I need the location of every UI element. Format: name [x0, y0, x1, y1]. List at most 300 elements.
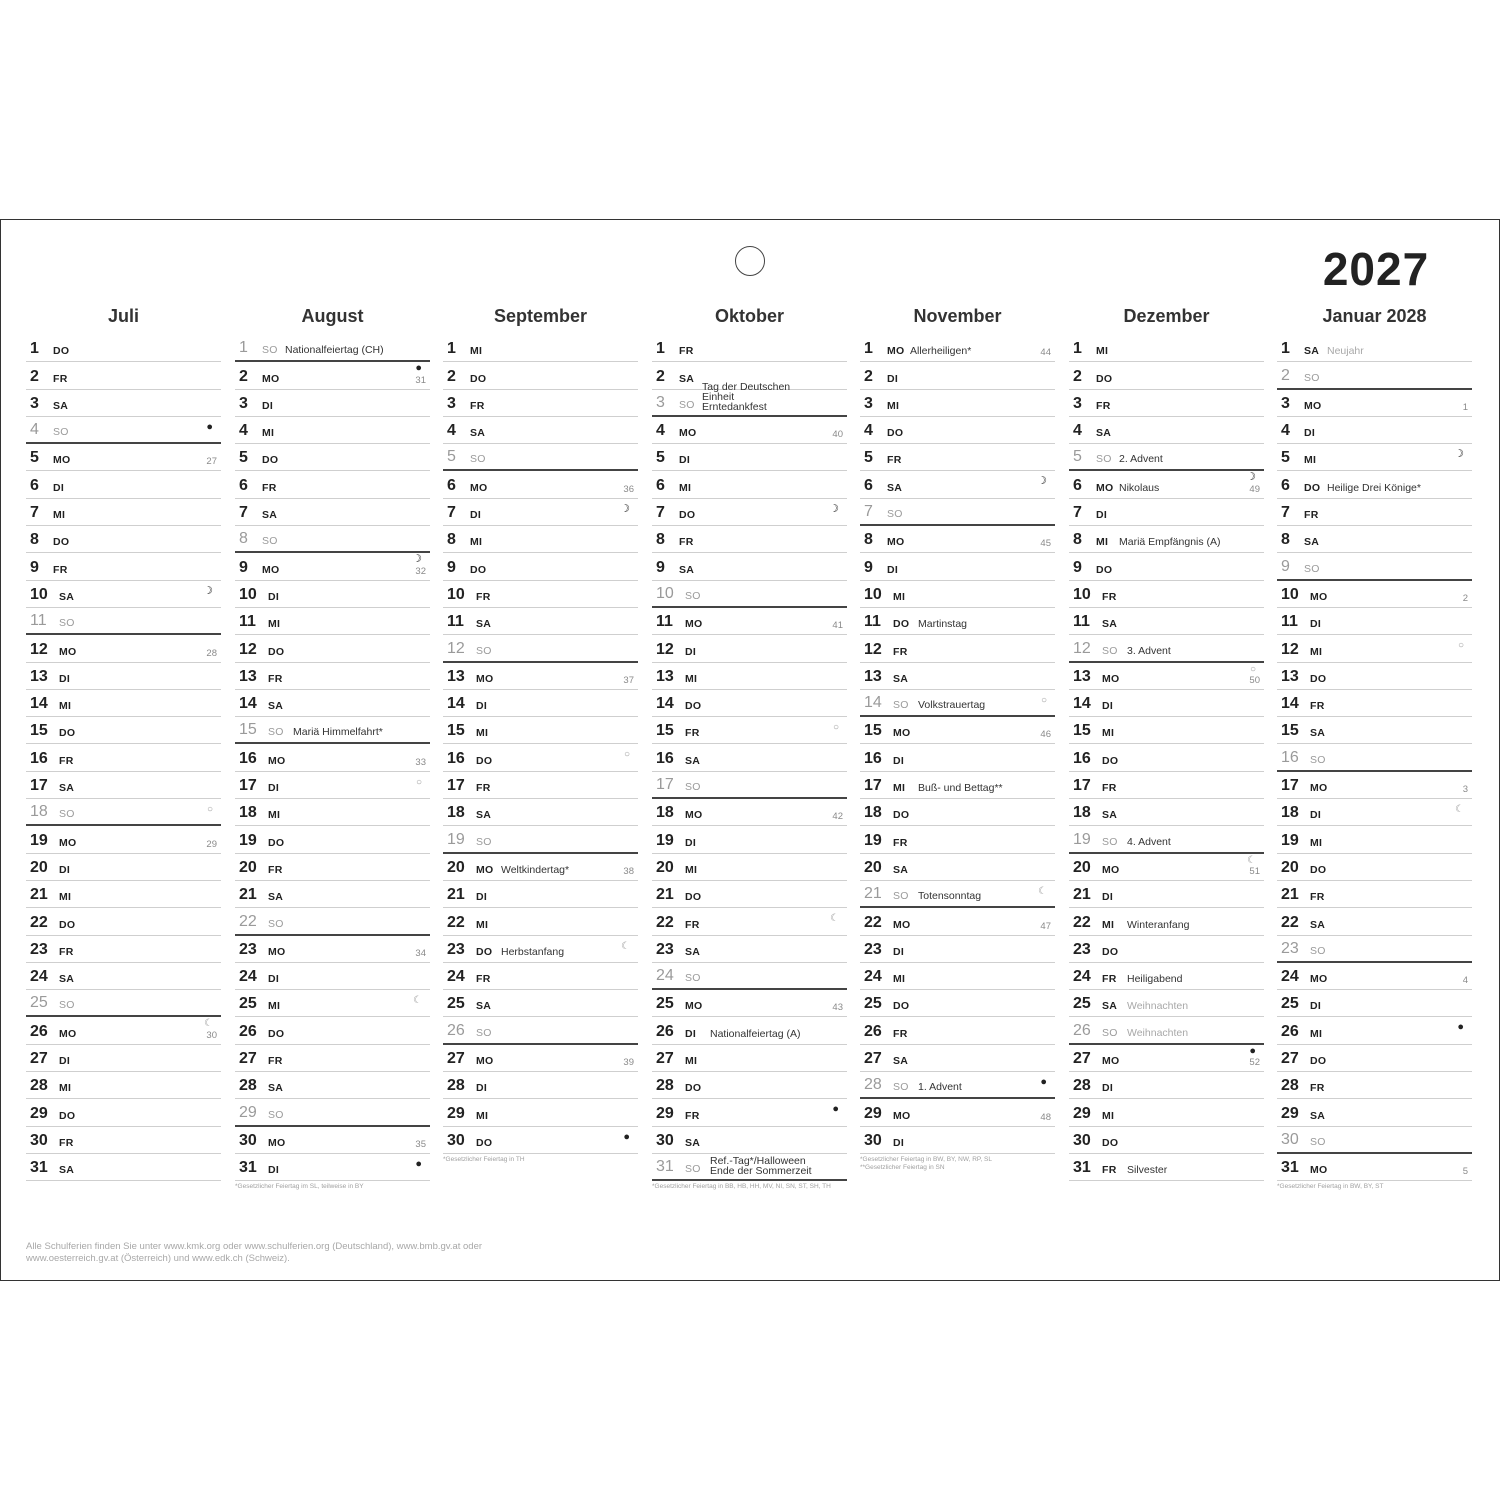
day-number: 17 — [656, 776, 674, 794]
moon-phase-first-icon: ☽ — [620, 502, 630, 515]
day-number: 2 — [239, 367, 248, 385]
day-number: 3 — [864, 394, 873, 412]
day-number: 29 — [447, 1104, 465, 1122]
day-row — [1277, 908, 1472, 935]
holiday-note: Heilige Drei Könige* — [1327, 482, 1421, 494]
weekday-label: SO — [59, 999, 75, 1012]
weekday-label: MO — [476, 1055, 494, 1068]
day-list — [443, 335, 638, 1154]
weekday-label: MO — [59, 1027, 77, 1040]
weekday-label: SO — [268, 917, 284, 930]
weekday-label: SA — [1310, 1109, 1326, 1122]
day-row — [1277, 362, 1472, 389]
day-number: 30 — [1281, 1130, 1299, 1148]
day-row — [1277, 717, 1472, 744]
holiday-note: Martinstag — [918, 619, 968, 631]
day-row — [26, 799, 221, 826]
day-row — [652, 990, 847, 1017]
day-number: 10 — [1073, 585, 1091, 603]
day-row — [235, 936, 430, 963]
day-number: 29 — [1281, 1104, 1299, 1122]
day-row — [1069, 663, 1264, 690]
day-row — [1069, 608, 1264, 635]
day-row — [1069, 1154, 1264, 1181]
day-row — [235, 854, 430, 881]
week-number: 27 — [206, 456, 217, 468]
day-row — [26, 335, 221, 362]
weekday-label: SO — [268, 726, 284, 739]
day-row — [443, 663, 638, 690]
weekday-label: DO — [893, 618, 910, 631]
weekday-label: SO — [685, 1163, 701, 1176]
weekday-label: DO — [685, 1082, 702, 1095]
month-title: Juli — [107, 306, 139, 326]
day-row — [26, 362, 221, 389]
weekday-label: MI — [893, 590, 906, 603]
day-row — [1069, 417, 1264, 444]
day-number: 12 — [1281, 640, 1299, 658]
day-row — [860, 990, 1055, 1017]
day-row — [26, 1099, 221, 1126]
moon-phase-new-icon: ● — [206, 420, 213, 433]
day-row — [443, 608, 638, 635]
day-number: 26 — [864, 1022, 882, 1040]
day-number: 19 — [239, 831, 257, 849]
day-row — [1069, 635, 1264, 662]
day-number: 12 — [864, 640, 882, 658]
week-number: 3 — [1462, 784, 1468, 796]
day-row — [235, 1127, 430, 1154]
day-number: 11 — [30, 612, 47, 630]
day-number: 1 — [1281, 340, 1290, 358]
day-row — [1277, 608, 1472, 635]
day-number: 29 — [239, 1103, 257, 1121]
day-row — [26, 826, 221, 853]
weekday-label: DO — [59, 727, 76, 740]
day-list — [1277, 335, 1472, 1181]
day-row — [1277, 936, 1472, 963]
weekday-label: MI — [53, 509, 66, 522]
day-number: 3 — [1281, 394, 1290, 412]
day-row — [235, 1072, 430, 1099]
day-row — [443, 1017, 638, 1044]
day-row — [1277, 990, 1472, 1017]
moon-phase-first-icon: ☽ — [1246, 471, 1256, 484]
weekday-label: FR — [1304, 509, 1319, 522]
day-row — [26, 1154, 221, 1181]
day-list — [860, 335, 1055, 1154]
weekday-label: SA — [59, 1164, 75, 1177]
day-number: 28 — [30, 1077, 48, 1095]
day-row — [443, 1099, 638, 1126]
weekday-label: MO — [893, 918, 911, 931]
day-number: 23 — [447, 940, 465, 958]
weekday-label: DI — [262, 399, 274, 412]
weekday-label: FR — [476, 782, 491, 795]
day-row — [1277, 1072, 1472, 1099]
weekday-label: DO — [59, 1109, 76, 1122]
day-row — [26, 772, 221, 799]
weekday-label: DI — [679, 454, 691, 467]
weekday-label: FR — [685, 1109, 700, 1122]
day-row — [860, 663, 1055, 690]
weekday-label: DI — [893, 945, 905, 958]
weekday-label: MI — [685, 1055, 698, 1068]
day-row — [1069, 799, 1264, 826]
day-number: 2 — [30, 367, 39, 385]
day-row — [860, 444, 1055, 471]
day-row — [26, 390, 221, 417]
weekday-label: DI — [1096, 509, 1108, 522]
day-number: 11 — [1281, 613, 1298, 631]
weekday-label: DO — [1102, 754, 1119, 767]
weekday-label: SO — [59, 808, 75, 821]
weekday-label: SO — [1304, 562, 1320, 575]
day-number: 2 — [447, 367, 456, 385]
weekday-label: DO — [476, 1136, 493, 1149]
week-number: 45 — [1040, 538, 1051, 550]
week-number: 30 — [206, 1029, 217, 1041]
day-row — [860, 1072, 1055, 1099]
weekday-label: DO — [685, 891, 702, 904]
weekday-label: FR — [476, 590, 491, 603]
day-row — [235, 690, 430, 717]
weekday-label: MO — [1102, 863, 1120, 876]
weekday-label: MO — [268, 1136, 286, 1149]
day-number: 27 — [447, 1050, 465, 1068]
day-number: 24 — [1281, 968, 1299, 986]
week-number: 36 — [623, 483, 634, 495]
weekday-label: DI — [476, 891, 488, 904]
day-row — [235, 908, 430, 935]
day-number: 15 — [864, 722, 882, 740]
day-number: 15 — [239, 721, 257, 739]
weekday-label: MO — [1102, 672, 1120, 685]
weekday-label: MO — [685, 809, 703, 822]
weekday-label: MO — [59, 836, 77, 849]
day-number: 16 — [1073, 749, 1091, 767]
weekday-label: MI — [1096, 536, 1109, 549]
day-number: 15 — [656, 722, 674, 740]
week-number: 40 — [832, 429, 843, 441]
weekday-label: SO — [262, 344, 278, 357]
day-number: 9 — [864, 558, 873, 576]
weekday-label: MO — [685, 1000, 703, 1013]
day-number: 25 — [1073, 995, 1091, 1013]
day-list — [235, 335, 430, 1181]
day-row — [235, 826, 430, 853]
day-number: 19 — [30, 831, 48, 849]
weekday-label: MI — [476, 1109, 489, 1122]
day-row — [443, 1127, 638, 1154]
weekday-label: MI — [685, 863, 698, 876]
day-number: 2 — [656, 367, 665, 385]
day-number: 23 — [864, 940, 882, 958]
footnote: *Gesetzlicher Feiertag in TH — [443, 1156, 525, 1163]
day-number: 8 — [864, 531, 873, 549]
day-number: 14 — [1281, 695, 1299, 713]
weekday-label: MI — [1102, 727, 1115, 740]
holiday-note: Allerheiligen* — [910, 346, 972, 358]
moon-phase-full-icon: ○ — [1249, 663, 1256, 675]
day-row — [1277, 444, 1472, 471]
day-number: 22 — [1073, 913, 1091, 931]
weekday-label: MO — [1310, 973, 1328, 986]
day-row — [652, 663, 847, 690]
weekday-label: MO — [262, 372, 280, 385]
moon-phase-new-icon: ● — [415, 362, 422, 375]
weekday-label: SA — [262, 509, 278, 522]
day-number: 19 — [656, 831, 674, 849]
day-row — [1069, 335, 1264, 362]
day-number: 4 — [447, 422, 456, 440]
weekday-label: DO — [262, 454, 279, 467]
day-number: 4 — [239, 422, 248, 440]
day-row — [235, 417, 430, 444]
day-number: 18 — [447, 804, 465, 822]
week-number: 38 — [623, 865, 634, 877]
day-number: 5 — [239, 449, 248, 467]
weekday-label: SO — [893, 890, 909, 903]
day-row — [652, 1154, 847, 1181]
day-number: 17 — [447, 777, 465, 795]
holiday-note: Nikolaus — [1119, 482, 1160, 494]
day-row — [26, 635, 221, 662]
weekday-label: DI — [685, 836, 697, 849]
week-number: 28 — [206, 647, 217, 659]
day-number: 9 — [447, 558, 456, 576]
day-number: 11 — [656, 613, 673, 631]
day-number: 11 — [864, 613, 881, 631]
week-number: 47 — [1040, 920, 1051, 932]
holiday-note: 1. Advent — [918, 1082, 962, 1094]
weekday-label: MO — [262, 563, 280, 576]
day-number: 22 — [447, 913, 465, 931]
day-row — [860, 854, 1055, 881]
day-number: 10 — [656, 584, 674, 602]
day-row — [26, 553, 221, 580]
day-row — [443, 1045, 638, 1072]
weekday-label: DI — [685, 1027, 697, 1040]
month-column — [26, 306, 221, 1181]
day-number: 14 — [30, 695, 48, 713]
holiday-note: 4. Advent — [1127, 836, 1171, 848]
day-row — [235, 390, 430, 417]
day-row — [443, 526, 638, 553]
day-row — [860, 335, 1055, 362]
day-number: 14 — [1073, 695, 1091, 713]
weekday-label: SA — [1304, 345, 1320, 358]
week-number: 43 — [832, 1002, 843, 1014]
day-number: 8 — [1073, 531, 1082, 549]
holiday-note: Weltkindertag* — [501, 864, 570, 876]
weekday-label: DI — [1310, 809, 1322, 822]
weekday-label: SO — [679, 398, 695, 411]
day-row — [1069, 1045, 1264, 1072]
day-row — [26, 471, 221, 498]
day-number: 20 — [447, 858, 465, 876]
day-number: 14 — [447, 695, 465, 713]
day-row — [1277, 854, 1472, 881]
day-number: 4 — [1281, 422, 1290, 440]
day-row — [443, 1072, 638, 1099]
day-row — [1069, 444, 1264, 471]
week-number: 41 — [832, 620, 843, 632]
weekday-label: FR — [887, 454, 902, 467]
weekday-label: SO — [1096, 453, 1112, 466]
weekday-label: DO — [53, 345, 70, 358]
week-number: 46 — [1040, 729, 1051, 741]
weekday-label: MO — [476, 863, 494, 876]
day-row — [652, 963, 847, 990]
day-number: 30 — [1073, 1131, 1091, 1149]
moon-phase-new-icon: ● — [1457, 1021, 1464, 1034]
weekday-label: MO — [268, 945, 286, 958]
day-row — [652, 854, 847, 881]
day-row — [860, 499, 1055, 526]
day-row — [1069, 826, 1264, 853]
weekday-label: DO — [1096, 372, 1113, 385]
weekday-label: MI — [268, 618, 281, 631]
day-number: 21 — [447, 886, 465, 904]
day-number: 6 — [447, 476, 456, 494]
day-number: 12 — [30, 640, 48, 658]
weekday-label: MI — [893, 782, 906, 795]
day-number: 3 — [1073, 394, 1082, 412]
day-number: 7 — [656, 504, 665, 522]
day-number: 26 — [656, 1022, 674, 1040]
day-number: 25 — [30, 994, 48, 1012]
day-row — [1277, 663, 1472, 690]
day-number: 30 — [447, 1131, 465, 1149]
day-number: 17 — [239, 777, 257, 795]
day-number: 25 — [239, 995, 257, 1013]
holiday-note: Heiligabend — [1127, 974, 1183, 986]
weekday-label: FR — [53, 563, 68, 576]
day-number: 29 — [1073, 1104, 1091, 1122]
weekday-label: FR — [685, 727, 700, 740]
day-number: 18 — [1073, 804, 1091, 822]
weekday-label: SA — [59, 973, 75, 986]
day-row — [860, 1127, 1055, 1154]
day-number: 1 — [447, 340, 456, 358]
weekday-label: SO — [893, 1081, 909, 1094]
day-row — [443, 772, 638, 799]
weekday-label: MI — [470, 345, 483, 358]
day-row — [1069, 581, 1264, 608]
footnote: *Gesetzlicher Feiertag in BB, HB, HH, MV, NI, SN, ST, SH, TH — [652, 1183, 831, 1191]
weekday-label: SA — [1304, 536, 1320, 549]
weekday-label: MO — [1310, 1164, 1328, 1177]
moon-phase-full-icon: ○ — [623, 749, 630, 761]
day-number: 18 — [656, 804, 674, 822]
day-number: 1 — [239, 339, 248, 357]
day-row — [652, 608, 847, 635]
day-number: 16 — [864, 749, 882, 767]
day-number: 21 — [1281, 886, 1299, 904]
day-number: 30 — [239, 1131, 257, 1149]
day-number: 22 — [864, 913, 882, 931]
week-number: 49 — [1249, 483, 1260, 495]
weekday-label: SA — [476, 618, 492, 631]
day-row — [652, 881, 847, 908]
day-number: 6 — [30, 476, 39, 494]
weekday-label: DI — [893, 754, 905, 767]
day-row — [443, 936, 638, 963]
day-number: 4 — [30, 421, 39, 439]
weekday-label: DI — [685, 645, 697, 658]
week-number: 52 — [1249, 1057, 1260, 1069]
day-number: 13 — [1281, 667, 1299, 685]
day-number: 26 — [1281, 1022, 1299, 1040]
day-number: 7 — [1073, 504, 1082, 522]
day-row — [860, 471, 1055, 498]
moon-phase-full-icon: ○ — [415, 776, 422, 788]
day-row — [235, 717, 430, 744]
day-number: 21 — [656, 886, 674, 904]
weekday-label: FR — [893, 645, 908, 658]
day-row — [652, 335, 847, 362]
day-row — [1277, 581, 1472, 608]
day-number: 31 — [239, 1159, 257, 1177]
month-title: November — [913, 306, 1002, 326]
day-row — [1069, 744, 1264, 771]
school-holidays-note: Alle Schulferien finden Sie unter www.kmk.org oder www.schulferien.org (Deutschland), www.bmb.gv.at oder www.oesterreich.gv.at (Österreich) und www.edk.ch (Schweiz). — [26, 1241, 483, 1264]
weekday-label: MO — [887, 345, 905, 358]
day-number: 4 — [1073, 422, 1082, 440]
weekday-label: SA — [685, 1136, 701, 1149]
weekday-label: SO — [1304, 371, 1320, 384]
holiday-note: Silvester — [1127, 1165, 1168, 1177]
day-row — [443, 717, 638, 744]
weekday-label: SA — [268, 1082, 284, 1095]
day-row — [860, 362, 1055, 389]
day-number: 16 — [656, 749, 674, 767]
holiday-note: Ref.-Tag*/Halloween Ende der Sommerzeit — [710, 1156, 812, 1177]
weekday-label: MO — [1310, 782, 1328, 795]
day-row — [652, 1045, 847, 1072]
weekday-label: DO — [59, 918, 76, 931]
footnote: *Gesetzlicher Feiertag in BW, BY, NW, RP, SL **Gesetzlicher Feiertag in SN — [860, 1156, 992, 1171]
day-row — [443, 581, 638, 608]
weekday-label: FR — [1310, 891, 1325, 904]
weekday-label: SA — [685, 754, 701, 767]
weekday-label: SA — [476, 809, 492, 822]
weekday-label: MI — [59, 891, 72, 904]
weekday-label: FR — [268, 672, 283, 685]
day-row — [235, 1045, 430, 1072]
weekday-label: MI — [59, 1082, 72, 1095]
day-number: 23 — [1073, 940, 1091, 958]
day-row — [652, 499, 847, 526]
weekday-label: DI — [1102, 1082, 1114, 1095]
day-row — [26, 990, 221, 1017]
day-row — [26, 717, 221, 744]
day-row — [1069, 963, 1264, 990]
weekday-label: FR — [262, 481, 277, 494]
weekday-label: DO — [1310, 672, 1327, 685]
day-row — [652, 690, 847, 717]
weekday-label: SO — [268, 1108, 284, 1121]
day-number: 14 — [239, 695, 257, 713]
day-row — [235, 990, 430, 1017]
weekday-label: FR — [268, 1055, 283, 1068]
day-row — [1277, 1154, 1472, 1181]
day-row — [860, 1099, 1055, 1126]
day-number: 9 — [656, 558, 665, 576]
day-row — [443, 881, 638, 908]
day-number: 14 — [656, 695, 674, 713]
